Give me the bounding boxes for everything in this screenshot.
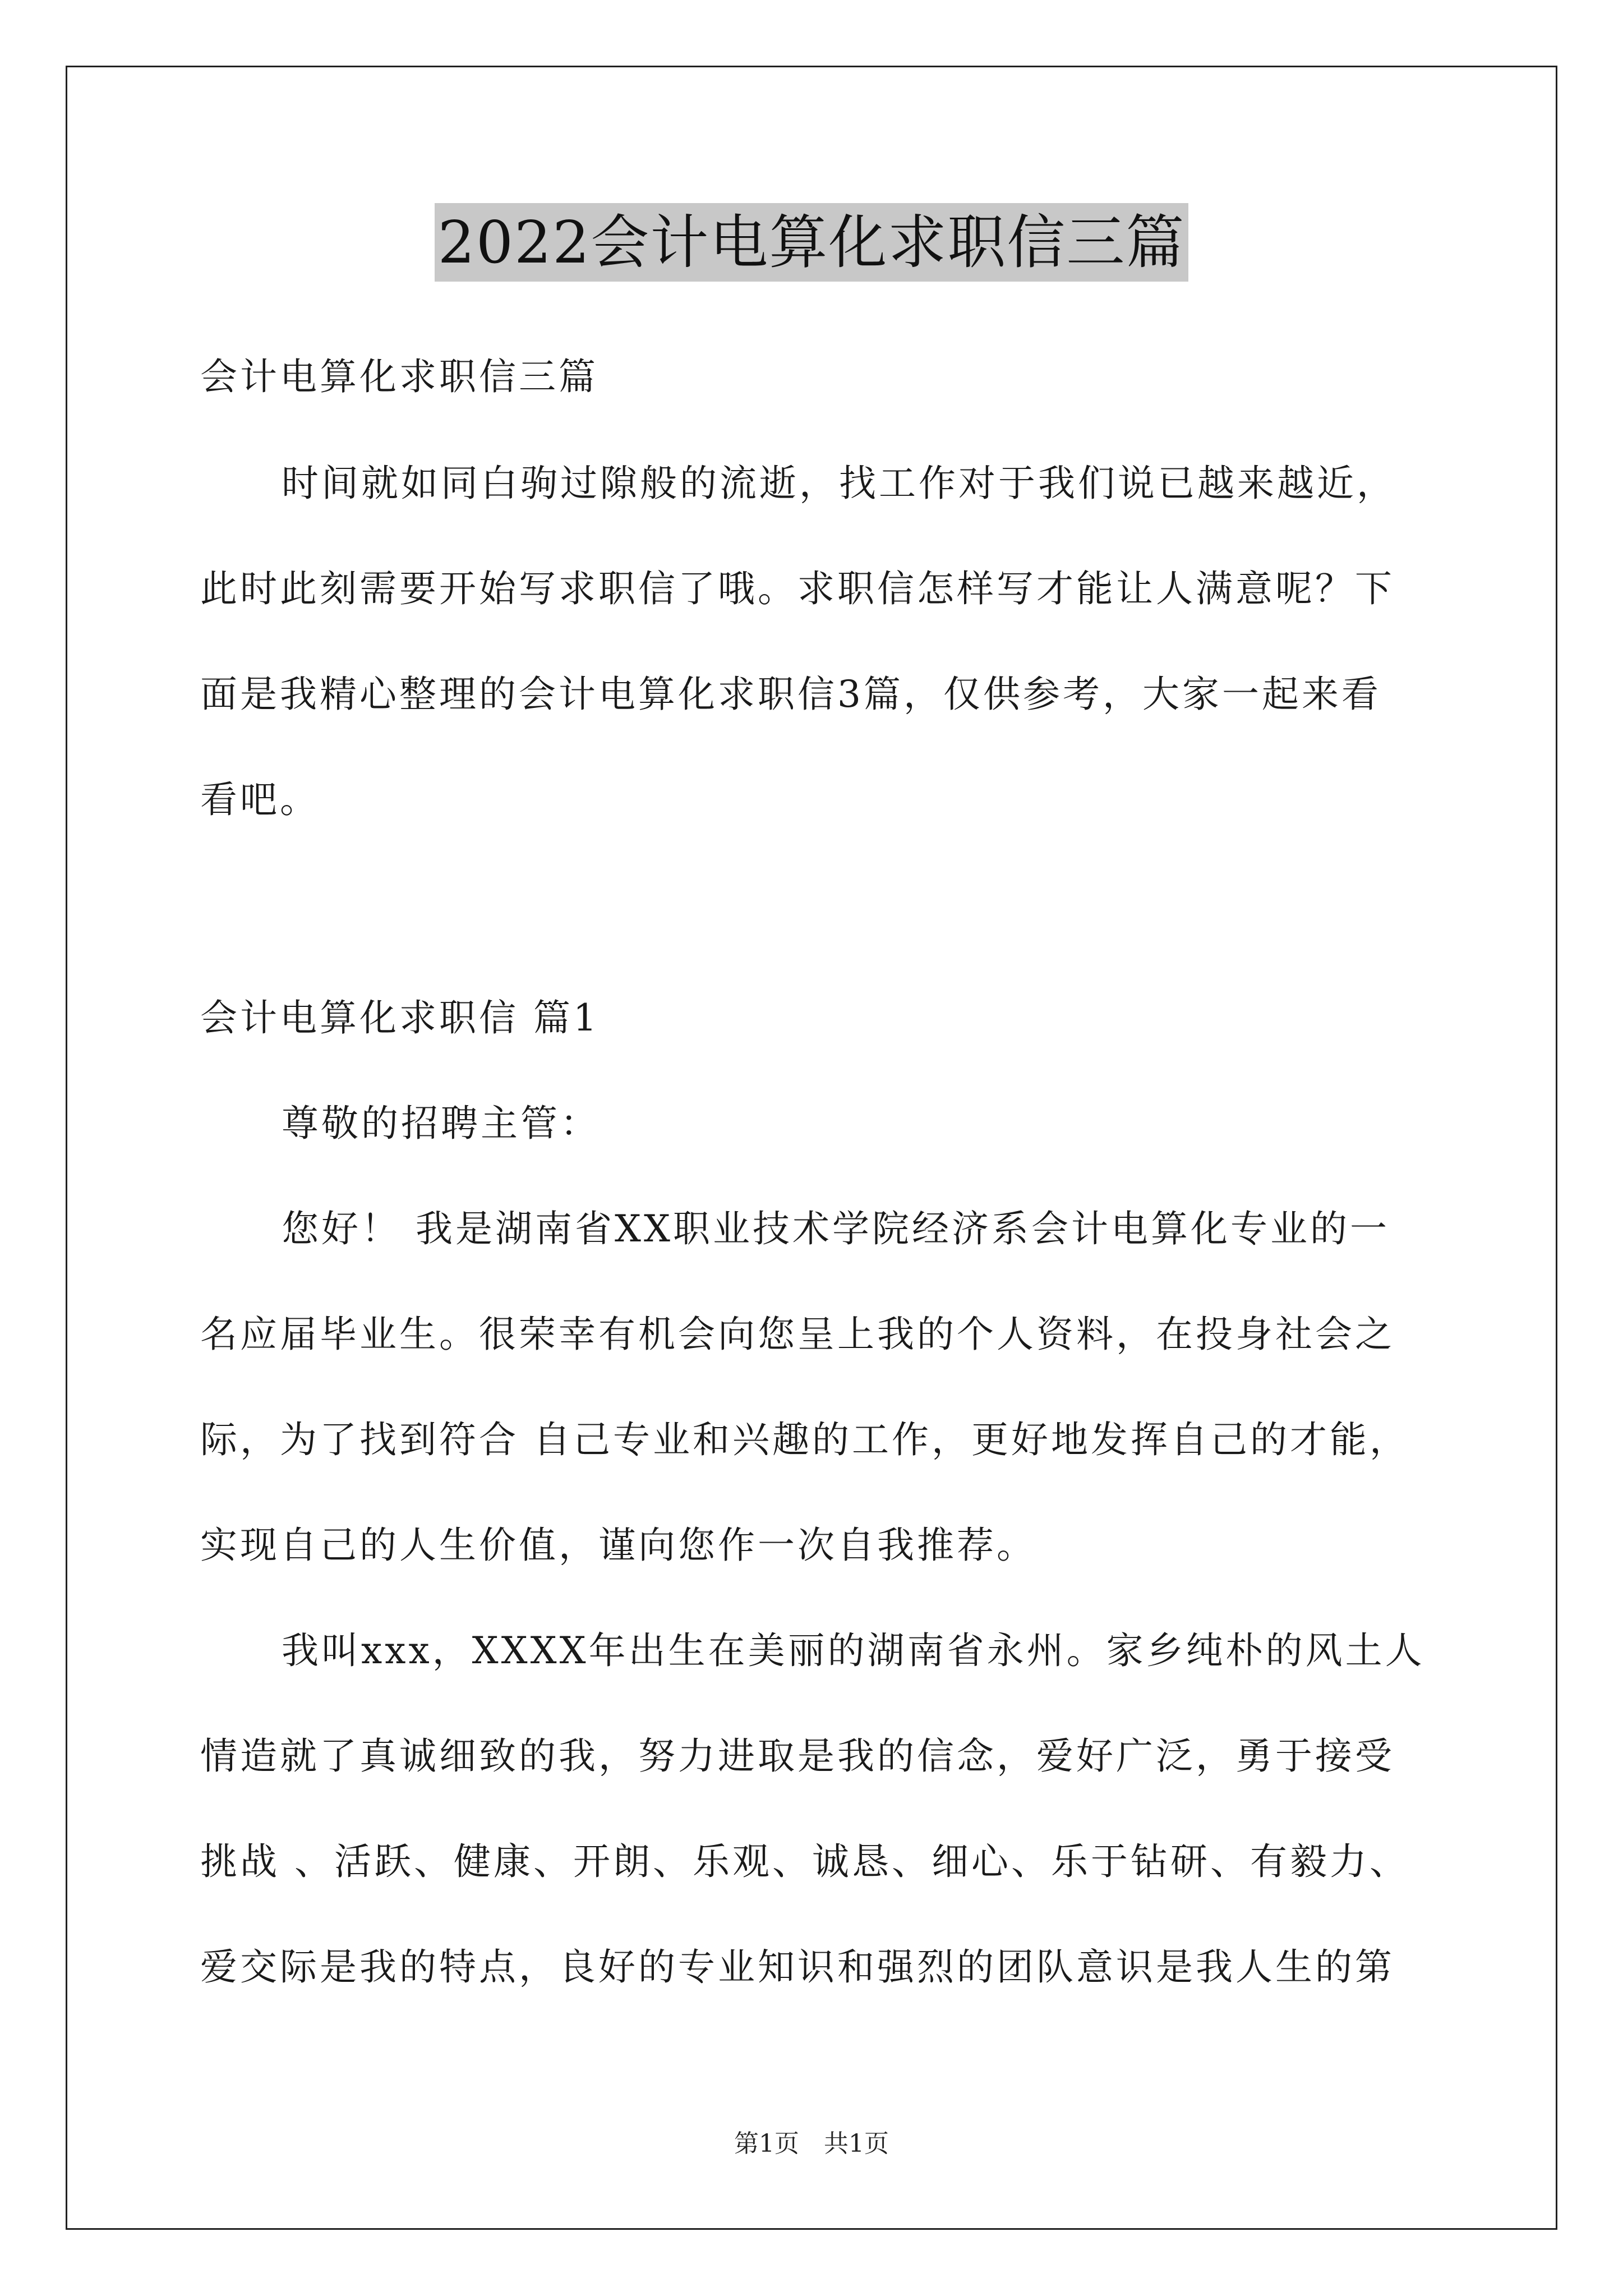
paragraph-line: 爱交际是我的特点，良好的专业知识和强烈的团队意识是我人生的第	[200, 1945, 1395, 1989]
title-container	[0, 203, 1623, 282]
intro-line: 时间就如同白驹过隙般的流逝，找工作对于我们说已越来越近，	[282, 462, 1396, 505]
paragraph-line: 情造就了真诚细致的我，努力进取是我的信念，爱好广泛，勇于接受	[200, 1734, 1395, 1778]
paragraph-line: 名应届毕业生。很荣幸有机会向您呈上我的个人资料，在投身社会之	[200, 1313, 1395, 1356]
intro-line: 面是我精心整理的会计电算化求职信3篇，仅供参考，大家一起来看	[200, 673, 1381, 716]
paragraph-line: 实现自己的人生价值，谨向您作一次自我推荐。	[200, 1524, 1036, 1567]
page-number: 第1页 共1页	[734, 2129, 889, 2158]
paragraph-line: 您好！ 我是湖南省XX职业技术学院经济系会计电算化专业的一	[282, 1207, 1390, 1250]
salutation: 尊敬的招聘主管：	[282, 1102, 600, 1145]
intro-line: 看吧。	[200, 778, 320, 821]
paragraph-line: 际，为了找到符合 自己专业和兴趣的工作，更好地发挥自己的才能，	[200, 1418, 1409, 1461]
subtitle: 会计电算化求职信三篇	[200, 355, 598, 398]
section-heading: 会计电算化求职信 篇1	[200, 996, 600, 1039]
paragraph-line: 挑战 、活跃、健康、开朗、乐观、诚恳、细心、乐于钻研、有毅力、	[200, 1840, 1409, 1883]
document-title: 2022会计电算化求职信三篇	[435, 203, 1189, 282]
paragraph-line: 我叫xxx，XXXX年出生在美丽的湖南省永州。家乡纯朴的风土人	[282, 1629, 1425, 1672]
intro-line: 此时此刻需要开始写求职信了哦。求职信怎样写才能让人满意呢？下	[200, 567, 1395, 610]
